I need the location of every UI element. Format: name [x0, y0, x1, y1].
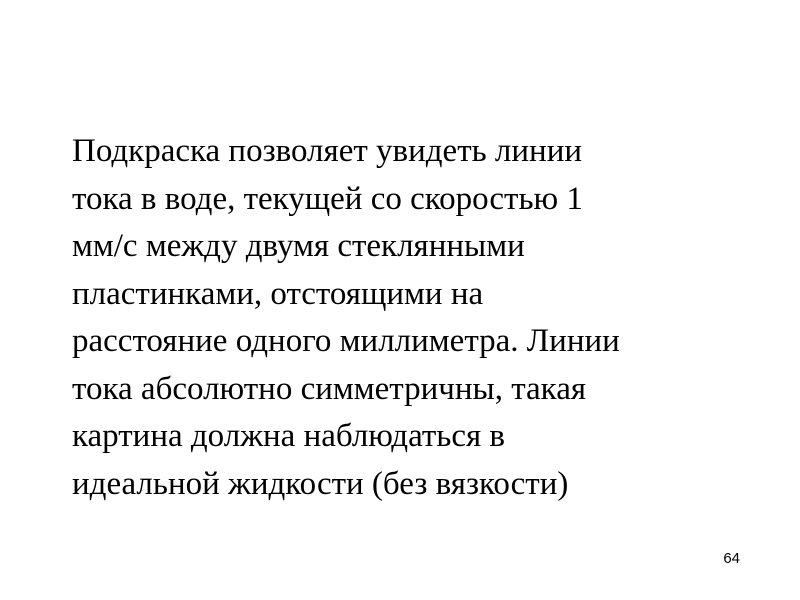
body-text-line: пластинками, отстоящими на [72, 275, 484, 312]
body-text-line: расстояние одного миллиметра. Линии [72, 323, 620, 359]
slide-body-text [72, 128, 762, 508]
body-text-line: идеальной жидкости (без вязкости) [72, 465, 569, 502]
body-text-line: мм/с между двумя стеклянными [72, 228, 525, 264]
body-text-line: тока в воде, текущей со скоростью 1 [72, 180, 583, 217]
body-text-line: тока абсолютно симметричны, такая [72, 370, 587, 407]
page-number: 64 [723, 550, 740, 567]
body-text-line: Подкраска позволяет увидеть линии [72, 133, 583, 169]
body-text-line: картина должна наблюдаться в [72, 418, 505, 454]
